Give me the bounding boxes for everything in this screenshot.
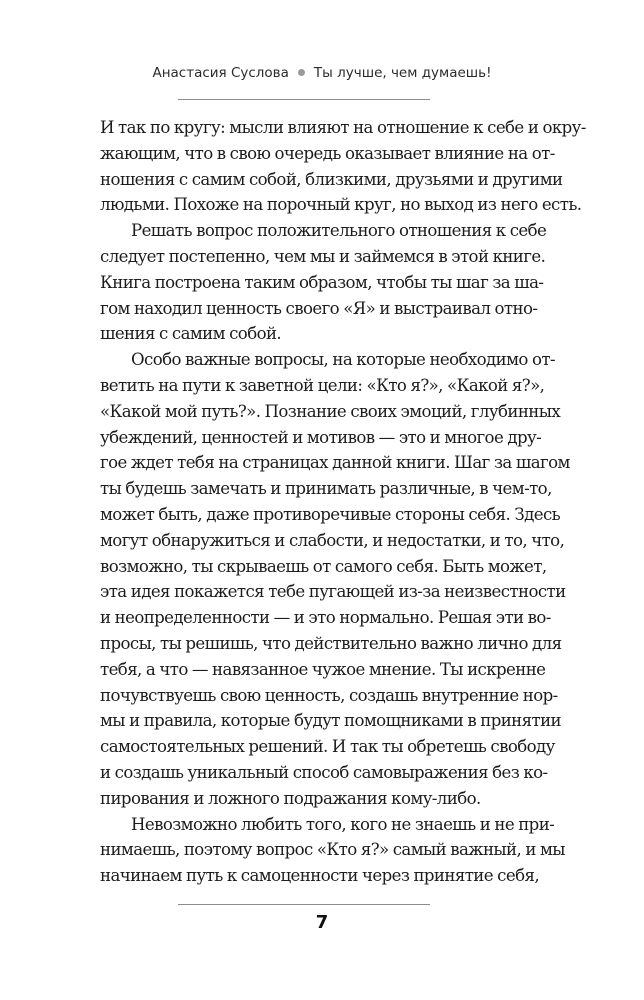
text-line: пирования и ложного подражания кому-либо. (100, 788, 481, 808)
text-line: тебя, а что — навязанное чужое мнение. Ты искренне (100, 659, 546, 679)
text-line: ты будешь замечать и принимать различные, в чем-то, (100, 479, 552, 499)
text-line: И так по кругу: мысли влияют на отношение к себе и окру- (100, 118, 586, 137)
text-line: начинаем путь к самоценности через принятие себя, (100, 866, 539, 886)
body-text (100, 115, 586, 889)
text-line: почувствуешь свою ценность, создашь внутренние нор- (100, 685, 558, 705)
text-line: жающим, что в свою очередь оказывает влияние на от- (100, 143, 555, 163)
running-header (0, 65, 644, 81)
text-line: убеждений, ценностей и мотивов — это и многое дру- (100, 427, 542, 447)
text-line: гом находил ценность своего «Я» и выстраивал отно- (100, 298, 538, 318)
paragraph (100, 115, 586, 218)
text-line: самостоятельных решений. И так ты обретешь свободу (100, 737, 555, 757)
text-line: «Какой мой путь?». Познание своих эмоций, глубинных (100, 401, 561, 421)
header-author: Анастасия Суслова (152, 65, 289, 81)
text-line: и создашь уникальный способ самовыражения без ко- (100, 762, 548, 782)
text-line: шения с самим собой. (100, 324, 282, 344)
text-line: мы и правила, которые будут помощниками в принятии (100, 711, 562, 731)
page-number: 7 (315, 912, 329, 933)
text-line: ветить на пути к заветной цели: «Кто я?», «Какой я?», (100, 375, 545, 395)
text-line: гое ждет тебя на страницах данной книги. Шаг за шагом (100, 453, 570, 473)
text-line: просы, ты решишь, что действительно важно лично для (100, 633, 562, 653)
text-line: и неопределенности — и это нормально. Решая эти во- (100, 608, 551, 628)
text-line: следует постепенно, чем мы и займемся в этой книге. (100, 246, 546, 266)
paragraph (100, 347, 570, 811)
text-line: может быть, даже противоречивые стороны себя. Здесь (100, 504, 561, 524)
paragraph (100, 812, 565, 889)
text-line: нимаешь, поэтому вопрос «Кто я?» самый важный, и мы (100, 840, 565, 860)
paragraph (100, 218, 547, 347)
text-line: эта идея покажется тебе пугающей из-за неизвестности (100, 582, 566, 602)
text-line: возможно, ты скрываешь от самого себя. Быть может, (100, 556, 547, 576)
header-divider (178, 99, 430, 100)
text-line: ношения с самим собой, близкими, друзьями и другими (100, 169, 563, 189)
text-line: Невозможно любить того, кого не знаешь и не при- (131, 814, 555, 834)
header-book-title: Ты лучше, чем думаешь! (313, 65, 492, 81)
footer-divider (178, 904, 430, 905)
text-line: Книга построена таким образом, чтобы ты шаг за ша- (100, 272, 544, 292)
text-line: Особо важные вопросы, на которые необходимо от- (131, 350, 555, 370)
text-line: Решать вопрос положительного отношения к себе (131, 221, 547, 241)
header-bullet-icon (298, 69, 305, 76)
text-line: людьми. Похоже на порочный круг, но выход из него есть. (100, 195, 582, 215)
text-line: могут обнаружиться и слабости, и недостатки, и то, что, (100, 530, 565, 550)
